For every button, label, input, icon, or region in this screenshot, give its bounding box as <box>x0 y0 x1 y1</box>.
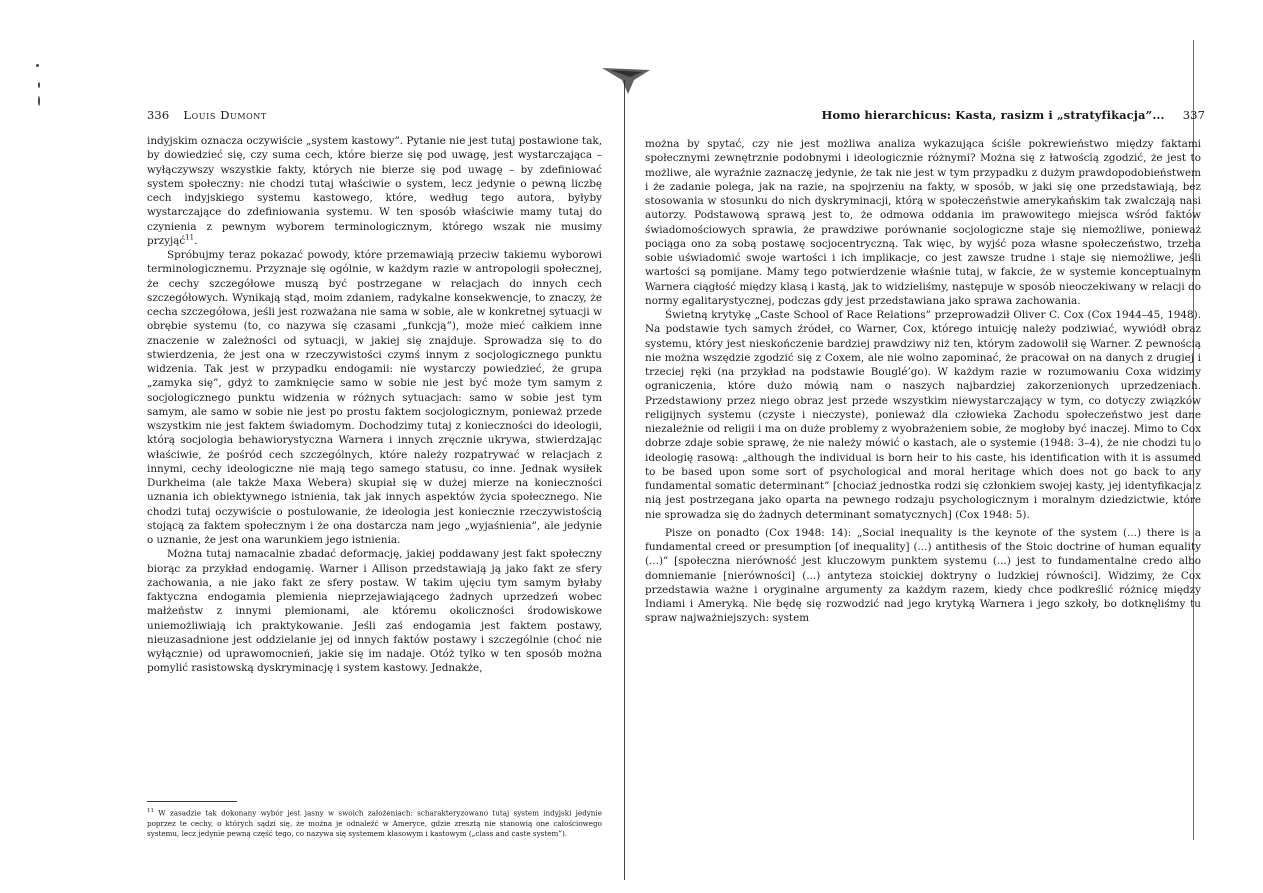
right-page <box>625 0 1263 893</box>
footnote-marker: 11 <box>185 233 195 242</box>
right-body-text <box>645 137 1201 626</box>
footnote-rule <box>147 801 237 802</box>
left-page-header <box>147 108 602 122</box>
paragraph: Świetną krytykę „Caste School of Race Relations” przeprowadził Oliver C. Cox (Cox 1944–45, 1948). Na podstawie tych samych źródeł, co Warner, Cox, którego intuicję należy podziwiać, wywiódł obraz systemu, który jest nieskończenie bardziej prawdziwy niż ten, którym zadowolił się Warner. Z pewnością nie można wszędzie zgodzić się z Coxem, ale nie wolno zapominać, że pracował on na danych z drugiej i trzeciej ręki (na przykład na podstawie Bouglé’go). W każdym razie w rozumowaniu Coxa widzimy ograniczenia, które dużo mówią nam o naszych najbardziej zakorzenionych uprzedzeniach. Przedstawiony przez niego obraz jest przede wszystkim niewystarczający w tym, co dotyczy związków religijnych systemu (czyste i nieczyste), ponieważ dla człowieka Zachodu społeczeństwo jest dane niezależnie od religii i ma on duże problemy z wyobrażeniem sobie, że mogłoby być inaczej. Mimo to Cox dobrze zdaje sobie sprawę, że nie należy mówić o kastach, ale o systemie (1948: 3–4), że nie chodzi tu o ideologię rasową: „although the individual is born heir to his caste, his identification with it is assumed to be based upon some sort of psychological and moral heritage which does not go back to any fundamental somatic determinant” [chociaż jednostka rodzi się członkiem swojej kasty, jej identyfikacja z nią jest postrzegana jako oparta na pewnego rodzaju psychologicznym i moralnym dziedzictwie, które nie sprowadza się do żadnych determinant somatycznych] (Cox 1948: 5). <box>645 309 1201 521</box>
paragraph: Spróbujmy teraz pokazać powody, które przemawiają przeciw takiemu wyborowi terminologicznemu. Przyznaje się ogólnie, w każdym razie w antropologii społecznej, że cechy szczegółowe muszą być postrzegane w relacjach do innych cech szczegółowych. Wynikają stąd, moim zdaniem, radykalne konsekwencje, to znaczy, że cecha szczegółowa, jeśli jest rozważana nie sama w sobie, ale w konkretnej sytuacji w obrębie systemu (to, co nazywa się czasami „funkcją”), może mieć całkiem inne znaczenie w zależności od sytuacji, w jakiej się znajduje. Sprowadza się to do stwierdzenia, że jest ona w rzeczywistości czymś innym z socjologicznego punktu widzenia. Tak jest w przypadku endogamii: nie wystarczy powiedzieć, że grupa „zamyka się”, gdyż to zamknięcie samo w sobie nie jest być może tym samym z socjologicznego punktu widzenia w różnych sytuacjach: samo w sobie jest tym samym, ale samo w sobie nie jest po prostu faktem socjologicznym, ponieważ przede wszystkim nie jest faktem świadomym. Dochodzimy tutaj z konieczności do ideologii, którą socjologia behawiorystyczna Warnera i innych zręcznie ukrywa, stwierdzając właściwie, że pośród cech szczególnych, które należy rozpatrywać w relacjach z innymi, cechy ideologiczne nie mają tego samego statusu, co inne. Jednak wysiłek Durkheima (ale także Maxa Webera) skupiał się w dużej mierze na konieczności uznania ich obiektywnego istnienia, tak jak innych aspektów życia społecznego. Nie chodzi tutaj oczywiście o postulowanie, że ideologia jest koniecznie rzeczywistością stojącą za faktem społecznym i że ona dostarcza nam jego „wyjaśnienia”, ale jedynie o uznanie, że jest ona warunkiem jego istnienia. <box>147 249 602 546</box>
running-title: Homo hierarchicus: Kasta, rasizm i „stratyfikacja”... <box>821 108 1165 122</box>
paragraph: indyjskim oznacza oczywiście „system kastowy”. Pytanie nie jest tutaj postawione tak, by dowiedzieć się, czy suma cech, które bierze się pod uwagę, jest wystarczająca – wyłączywszy wszystkie fakty, których nie bierze się pod uwagę – by zdefiniować system społeczny: nie chodzi tutaj właściwie o system, lecz jedynie o pewną liczbę cech indyjskiego systemu kastowego, które, według tego autora, byłyby wystarczające do zdefiniowania systemu. W ten sposób właściwie mamy tutaj do czynienia z pewnym wyborem terminologicznym, którego wszak nie musimy przyjąć$^{11}$. <box>147 135 602 247</box>
paragraph: Pisze on ponadto (Cox 1948: 14): „Social inequality is the keynote of the system (...) there is a fundamental creed or presumption [of inequality] (...) antithesis of the Stoic doctrine of human equality (...)” [społeczna nierówność jest kluczowym punktem systemu (...) jest to fundamentalne credo albo domniemanie [nierówności] (...) antyteza stoickiej doktryny o ludzkiej równości]. Widzimy, że Cox przedstawia ważne i oryginalne argumenty za każdym razem, kiedy chce podkreślić różnicę między Indiami i Ameryką. Nie będę się rozwodzić nad jego krytyką Warnera i jego szkoły, bo dotknęliśmy tu spraw najważniejszych: system <box>645 526 1201 625</box>
paragraph: można by spytać, czy nie jest możliwa analiza wykazująca ściśle pokrewieństwo między faktami społecznymi zewnętrznie podobnymi i ideologicznie różnymi? Można się z łatwością zgodzić, że jest to możliwe, ale wyraźnie zaznaczę jedynie, że tak nie jest w tym przypadku z dużym prawdopodobieństwem i że zadanie polega, jak na razie, na spojrzeniu na fakty, w sposób, w jaki się one przedstawiają, bez stosowania w stosunku do nich dyskryminacji, którą w społeczeństwie amerykańskim tak zwalczają nasi autorzy. Podstawową sprawą jest to, że odmowa oddania im prawowitego miejsca wśród faktów świadomościowych sprawia, że prawdziwe porównanie socjologiczne staje się niemożliwe, ponieważ pociąga ono za sobą postawę socjocentryczną. Tak więc, by wyjść poza własne społeczeństwo, trzeba sobie uświadomić swoje wartości i ich implikacje, co jest zawsze trudne i staje się niemożliwe, jeśli wartości są pomijane. Mamy tego potwierdzenie właśnie tutaj, w fakcie, że w systemie konceptualnym Warnera ciągłość między klasą i kastą, jak to widzieliśmy, następuje w sposób nieoczekiwany w relacji do normy egalitarystycznej, podczas gdy jest przedstawiana jako sprawa zachowania. <box>645 138 1201 307</box>
paragraph: Można tutaj namacalnie zbadać deformację, jakiej poddawany jest fakt społeczny biorąc za przykład endogamię. Warner i Allison przedstawiają ją jako fakt ze sfery zachowania, a nie jako fakt ze sfery postaw. W takim ujęciu tym samym byłaby faktyczna endogamia plemienia nieprzejawiającego żadnych uprzedzeń wobec małżeństw z innymi plemionami, ale któremu okoliczności środowiskowe uniemożliwiają ich praktykowanie. Jeśli zaś endogamia jest faktem postawy, nieuzasadnione jest oddzielanie jej od innych faktów postawy i szczególnie (choć nie wyłącznie) od uprawomocnień, jakie się im nadaje. Otóż tylko w ten sposób można pomylić rasistowską dyskryminację i system kastowy. Jednakże, <box>147 548 602 675</box>
left-body-text <box>147 134 602 676</box>
footnote <box>147 806 602 840</box>
footnote-text: W zasadzie tak dokonany wybór jest jasny w swoich założeniach: scharakteryzowano tutaj system indyjski jedynie poprzez te cechy, o których sądzi się, że można je odnaleźć w Ameryce, gdzie zresztą nie stanowią one całościowego systemu, lecz jedynie pewną część tego, co nazywa się systemem klasowym i kastowym („class and caste system”). <box>147 808 602 839</box>
running-author: Louis Dumont <box>183 108 267 122</box>
right-page-header <box>653 108 1205 122</box>
page-number: 336 <box>147 108 170 122</box>
page-number: 337 <box>1182 108 1205 122</box>
footnote-number: 11 <box>147 808 154 814</box>
left-page <box>0 0 625 893</box>
